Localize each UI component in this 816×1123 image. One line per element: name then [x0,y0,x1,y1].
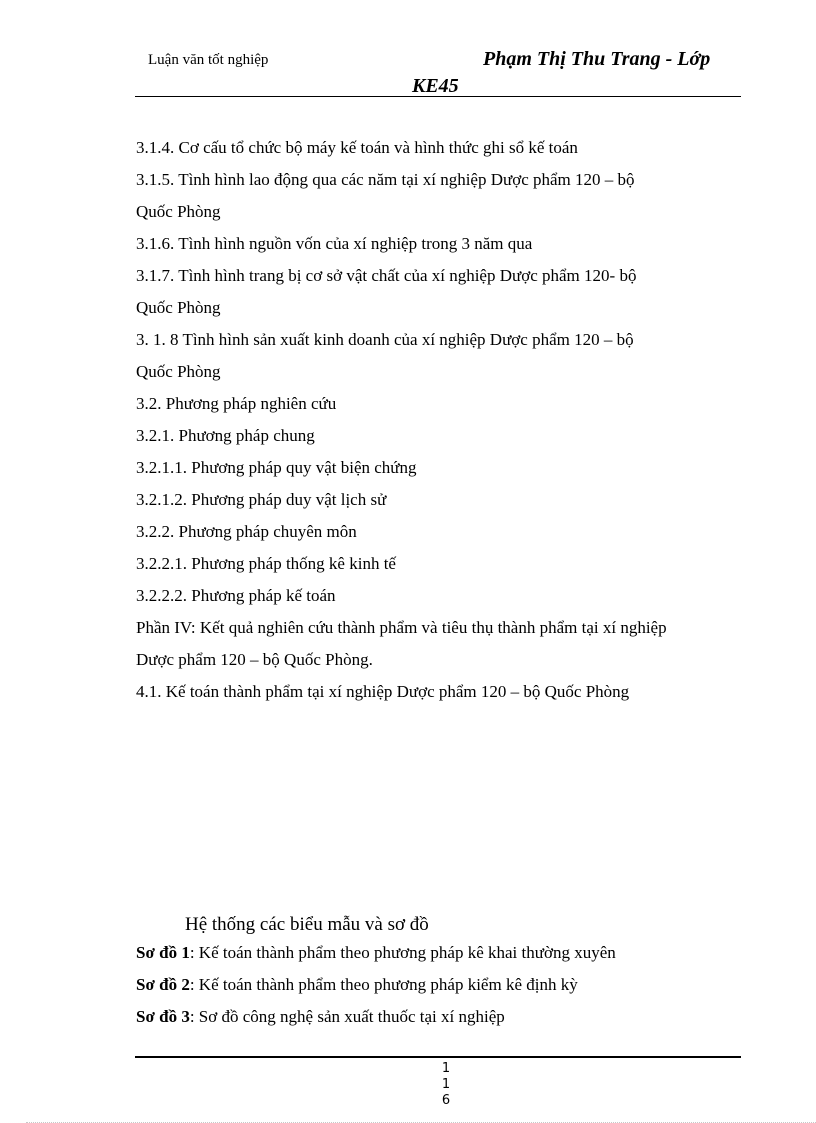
diagram-label: Sơ đồ 1 [136,943,190,962]
toc-line: 3.2.1.2. Phương pháp duy vật lịch sử [136,490,387,509]
footer-divider [135,1056,741,1058]
toc-line: 3. 1. 8 Tình hình sản xuất kinh doanh của xí nghiệp Dược phẩm 120 – bộ [136,330,634,349]
diagram-entry [136,1001,616,1033]
page-number [436,1061,456,1109]
toc-line: 3.1.5. Tình hình lao động qua các năm tại xí nghiệp Dược phẩm 120 – bộ [136,170,635,189]
toc-line: 3.1.7. Tình hình trang bị cơ sở vật chất của xí nghiệp Dược phẩm 120- bộ [136,266,637,285]
page-number-digit: 1 [441,1077,451,1092]
diagram-entry [136,937,616,969]
header-author-line-2: KE45 [412,75,459,97]
diagram-description: : Kế toán thành phẩm theo phương pháp kiểm kê định kỳ [189,975,578,994]
table-of-contents [136,132,746,708]
diagram-description: : Kế toán thành phẩm theo phương pháp kê khai thường xuyên [189,943,616,962]
page-number-digit: 1 [441,1061,451,1076]
toc-line: 3.2. Phương pháp nghiên cứu [136,394,337,413]
diagrams-section-heading: Hệ thống các biểu mẫu và sơ đồ [185,914,429,935]
diagram-label: Sơ đồ 3 [136,1007,190,1026]
toc-line: Quốc Phòng [136,202,221,221]
toc-line: Quốc Phòng [136,298,221,317]
diagram-label: Sơ đồ 2 [136,975,190,994]
toc-line: 4.1. Kế toán thành phẩm tại xí nghiệp Dược phẩm 120 – bộ Quốc Phòng [136,682,630,701]
toc-line: Phần IV: Kết quả nghiên cứu thành phẩm và tiêu thụ thành phẩm tại xí nghiệp [136,618,667,637]
toc-line: 3.2.1.1. Phương pháp quy vật biện chứng [136,458,417,477]
header-author-line-1: Phạm Thị Thu Trang - Lớp [483,48,711,70]
header-divider [135,96,741,97]
diagram-entry [136,969,616,1001]
toc-line: 3.2.2.1. Phương pháp thống kê kinh tế [136,554,396,573]
toc-line: 3.2.1. Phương pháp chung [136,426,315,445]
toc-line: 3.1.4. Cơ cấu tổ chức bộ máy kế toán và hình thức ghi sổ kế toán [136,138,578,157]
diagram-description: : Sơ đồ công nghệ sản xuất thuốc tại xí nghiệp [189,1007,505,1026]
toc-line: 3.2.2. Phương pháp chuyên môn [136,522,357,541]
toc-line: 3.2.2.2. Phương pháp kế toán [136,586,336,605]
toc-line: 3.1.6. Tình hình nguồn vốn của xí nghiệp trong 3 năm qua [136,234,533,253]
toc-line: Quốc Phòng [136,362,221,381]
diagram-list [136,937,616,1033]
header-thesis-label: Luận văn tốt nghiệp [148,52,269,68]
page-number-digit: 6 [441,1093,451,1108]
toc-line: Dược phẩm 120 – bộ Quốc Phòng. [136,650,373,669]
